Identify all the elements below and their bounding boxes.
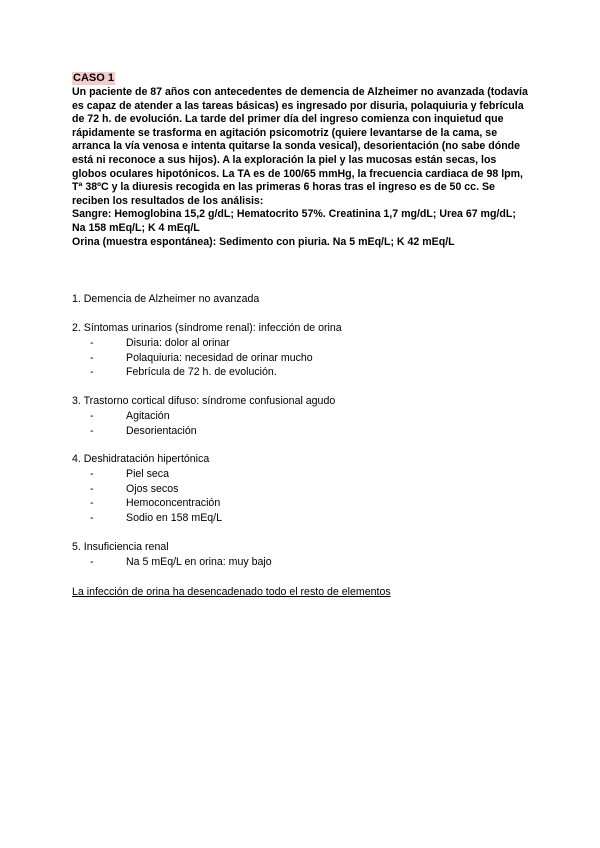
dash-bullet: - — [90, 467, 94, 480]
symptom-list — [72, 336, 342, 380]
blood-results: Sangre: Hemoglobina 15,2 g/dL; Hematocrito 57%. Creatinina 1,7 mg/dL; Urea 67 mg/dL; Na 158 mEq/L; K 4 mEq/L — [72, 208, 516, 234]
list-item: - Sodio en 158 mEq/L — [90, 512, 223, 525]
dash-bullet: - — [90, 512, 94, 525]
case-description: Un paciente de 87 años con antecedentes de demencia de Alzheimer no avanzada (todavía es capaz de atender a las tareas básicas) es ingresado por disuria, polaquiuria y febrícula de 72 h. de evolución. La tarde del primer día del ingreso comienza con inquietud que rápidamente se trasforma en agitación psicomotriz (quiere levantarse de la cama, se arranca la vía venosa e intenta quitarse la sonda vesical), desorientación (no sabe dónde está ni reconoce a sus hijos). A la exploración la piel y las mucosas están secas, los globos oculares hipotónicos. La TA es de 100/65 mmHg, la frecuencia cardiaca de 98 lpm, Tª 38ºC y la diuresis recogida en las primeras 6 horas tras el ingreso es de 50 cc. Se reciben los resultados de los análisis: — [72, 86, 528, 207]
dash-bullet: - — [90, 482, 94, 495]
dash-bullet: - — [90, 424, 94, 437]
case-statement — [72, 86, 532, 249]
list-item: - Piel seca — [90, 467, 169, 480]
dash-bullet: - — [90, 366, 94, 379]
list-item: - Na 5 mEq/L en orina: muy bajo — [90, 555, 272, 568]
section-cortical-disorder — [72, 394, 335, 438]
list-item: - Hemoconcentración — [90, 497, 221, 510]
section-urinary-symptoms — [72, 321, 342, 380]
section-heading: 2. Síntomas urinarios (síndrome renal): infección de orina — [72, 322, 342, 334]
dash-bullet: - — [90, 555, 94, 568]
dash-bullet: - — [90, 497, 94, 510]
section-renal-failure — [72, 540, 272, 570]
case-title: CASO 1 — [73, 72, 114, 84]
list-item: - Agitación — [90, 409, 170, 422]
symptom-list — [72, 555, 272, 570]
list-item: - Disuria: dolor al orinar — [90, 336, 230, 349]
section-heading: 3. Trastorno cortical difuso: síndrome confusional agudo — [72, 395, 336, 407]
list-item: - Desorientación — [90, 424, 197, 437]
section-heading: 5. Insuficiencia renal — [72, 541, 169, 553]
list-item: - Febrícula de 72 h. de evolución. — [90, 366, 277, 379]
urine-results: Orina (muestra espontánea): Sedimento con piuria. Na 5 mEq/L; K 42 mEq/L — [72, 235, 455, 248]
dash-bullet: - — [90, 409, 94, 422]
symptom-list — [72, 467, 222, 526]
symptom-list — [72, 409, 335, 439]
section-heading: 1. Demencia de Alzheimer no avanzada — [72, 293, 260, 305]
list-item: - Polaquiuria: necesidad de orinar mucho — [90, 351, 313, 364]
dash-bullet: - — [90, 351, 94, 364]
section-alzheimer — [72, 292, 259, 307]
conclusion-text: La infección de orina ha desencadenado todo el resto de elementos — [72, 586, 391, 598]
dash-bullet: - — [90, 336, 94, 349]
list-item: - Ojos secos — [90, 482, 179, 495]
section-dehydration — [72, 452, 222, 526]
section-heading: 4. Deshidratación hipertónica — [72, 453, 210, 465]
